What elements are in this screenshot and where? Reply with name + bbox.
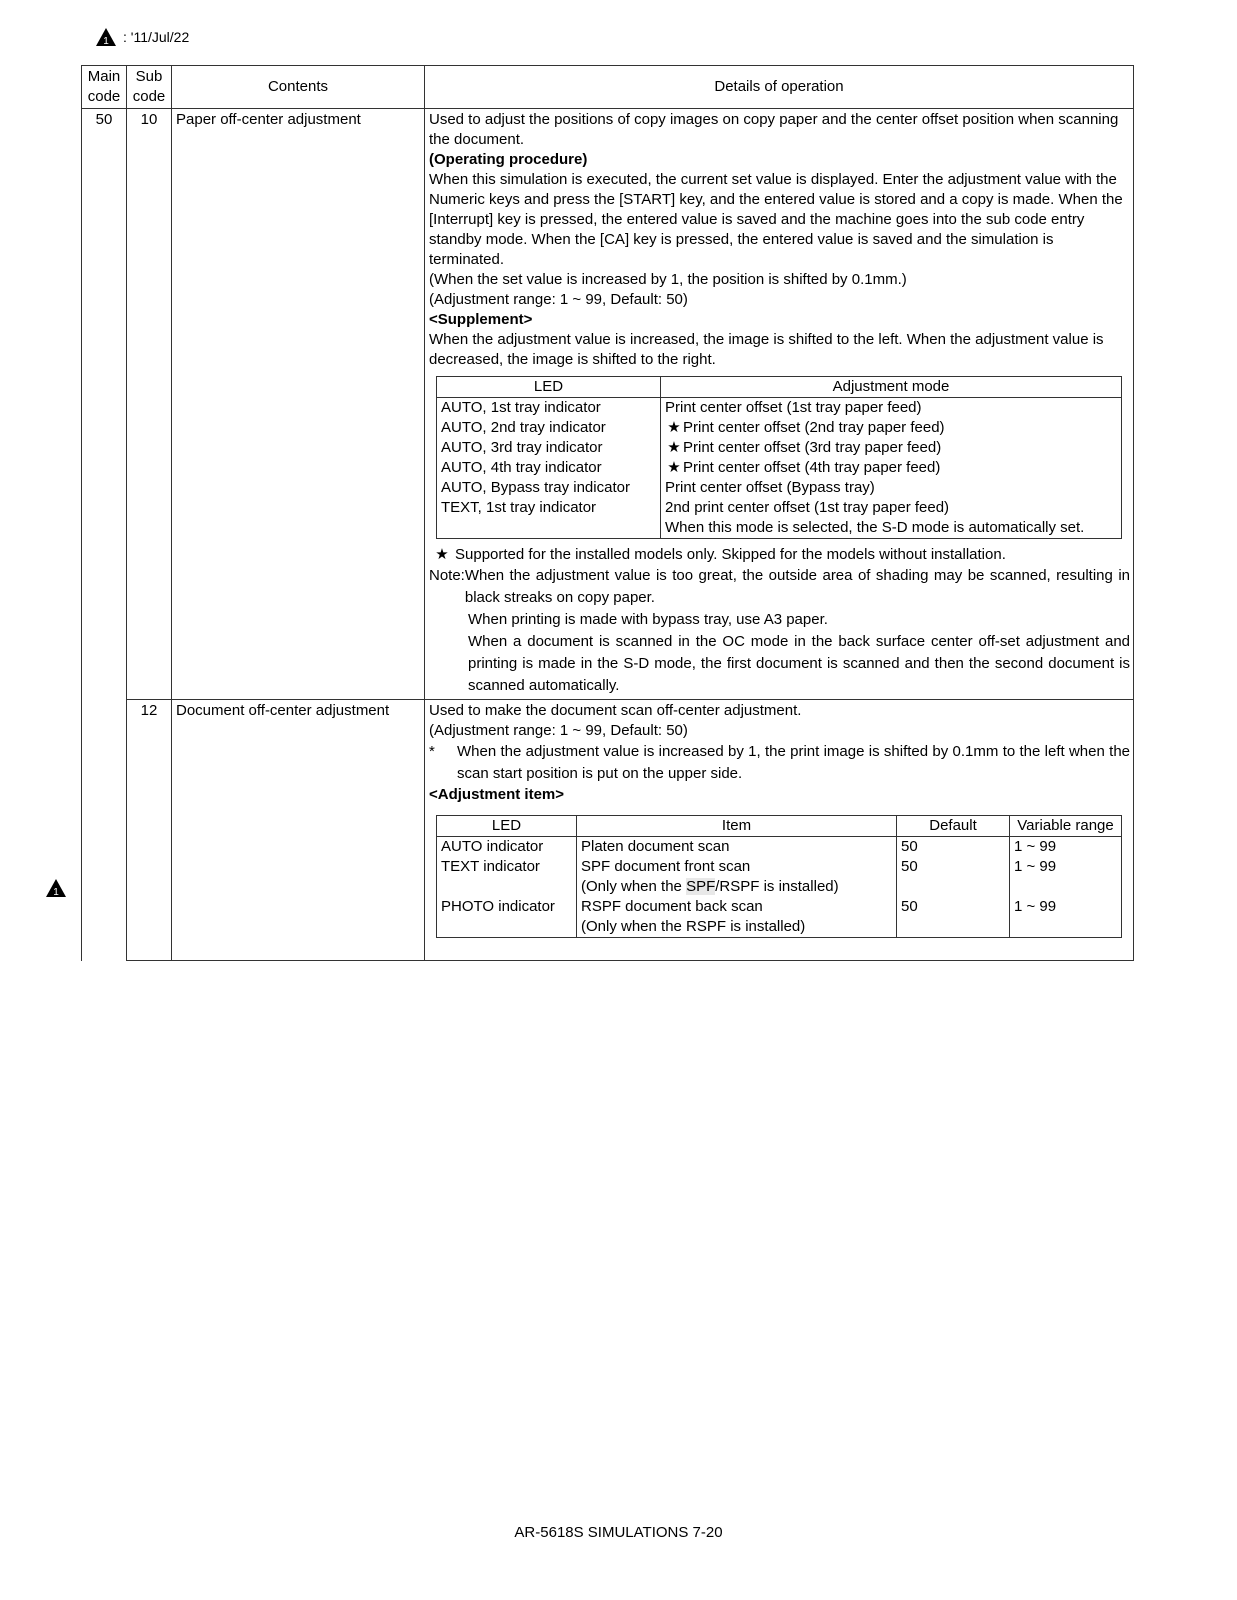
sub-code-cell (127, 109, 172, 700)
paragraph: When this simulation is executed, the current set value is displayed. Enter the adjustment value with the Numeric keys and press the [START] key, and the entered value is stored and a copy is made. When the [Interrupt] key is pressed, the entered value is saved and the machine goes into the sub code entry standby mode. When the [CA] key is pressed, the entered value is saved and the simulation is terminated. (429, 171, 1123, 268)
mode-item: When this mode is selected, the S-D mode is automatically set. (665, 519, 1085, 536)
note (429, 565, 1130, 609)
adjustment-item-heading: <Adjustment item> (429, 786, 565, 803)
led-item: AUTO, Bypass tray indicator (441, 479, 630, 496)
note-text: When the adjustment value is too great, the outside area of shading may be scanned, resulting in black streaks on copy paper. (464, 567, 1130, 606)
revision-triangle-icon (45, 878, 67, 898)
revision-date: : '11/Jul/22 (123, 29, 190, 45)
mode-item: Print center offset (3rd tray paper feed) (683, 439, 942, 456)
sub-code-cell (127, 700, 172, 961)
default-value: 50 (901, 838, 918, 855)
paragraph: Used to adjust the positions of copy images on copy paper and the center offset position when scanning the document. (429, 111, 1119, 148)
led-mode-table (436, 376, 1122, 539)
contents-cell (172, 109, 425, 700)
main-code: 50 (95, 111, 113, 128)
table-row (82, 109, 1134, 700)
led-column (437, 398, 661, 539)
range-value: 1 ~ 99 (1014, 898, 1057, 915)
led-item: AUTO, 3rd tray indicator (441, 439, 603, 456)
mode-column (661, 398, 1122, 539)
header-main-code: Main code (82, 66, 127, 109)
revision-triangle-icon (95, 27, 117, 47)
item-text: Platen document scan (581, 838, 730, 855)
star-note-text: Supported for the installed models only. Skipped for the models without installation. (455, 546, 1006, 563)
item-text: SPF document front scan (581, 858, 751, 875)
details-cell (425, 700, 1134, 961)
default-column (897, 837, 1010, 938)
highlighted-text: SPF (686, 878, 716, 895)
contents-cell (172, 700, 425, 961)
paragraph: (When the set value is increased by 1, the position is shifted by 0.1mm.) (429, 271, 907, 288)
led-header: LED (437, 816, 577, 837)
led-item: AUTO, 1st tray indicator (441, 399, 601, 416)
asterisk-note (429, 741, 1130, 785)
note-text: When a document is scanned in the OC mode in the back surface center off-set adjustment and printing is made in the S-D mode, the first document is scanned and then the second document is scanned automatically. (468, 633, 1130, 694)
svg-text:1: 1 (53, 887, 59, 898)
paragraph: Used to make the document scan off-center adjustment. (429, 702, 802, 719)
note-text: When printing is made with bypass tray, use A3 paper. (468, 611, 828, 628)
mode-item: Print center offset (1st tray paper feed) (665, 399, 922, 416)
led-item: AUTO indicator (441, 838, 544, 855)
led-item: TEXT indicator (441, 858, 540, 875)
led-item: PHOTO indicator (441, 898, 555, 915)
header-contents: Contents (172, 66, 425, 109)
range-value: 1 ~ 99 (1014, 858, 1057, 875)
sub-code: 10 (140, 111, 158, 128)
svg-text:1: 1 (103, 36, 109, 47)
asterisk-text: When the adjustment value is increased by 1, the print image is shifted by 0.1mm to the left when the scan start position is put on the upper side. (457, 743, 1130, 782)
table-row (82, 700, 1134, 961)
header-details: Details of operation (425, 66, 1134, 109)
led-item: AUTO, 4th tray indicator (441, 459, 602, 476)
item-note: (Only when the RSPF is installed) (581, 918, 806, 935)
star-footnote (429, 545, 1130, 565)
item-text: RSPF document back scan (581, 898, 763, 915)
mode-item: Print center offset (Bypass tray) (665, 479, 875, 496)
item-note: (Only when the SPF/RSPF is installed) (581, 878, 839, 895)
adjustment-mode-header: Adjustment mode (661, 377, 1122, 398)
details-cell (425, 109, 1134, 700)
mode-item: Print center offset (4th tray paper feed) (683, 459, 941, 476)
star-icon: ★ (667, 419, 681, 436)
paragraph: (Adjustment range: 1 ~ 99, Default: 50) (429, 291, 688, 308)
paragraph: When the adjustment value is increased, the image is shifted to the left. When the adjustment value is decreased, the image is shifted to the right. (429, 331, 1104, 368)
item-column (577, 837, 897, 938)
supplement-heading: <Supplement> (429, 311, 533, 328)
mode-item: 2nd print center offset (1st tray paper feed) (665, 499, 950, 516)
star-icon: ★ (435, 546, 449, 563)
led-header: LED (437, 377, 661, 398)
mode-item: Print center offset (2nd tray paper feed) (683, 419, 945, 436)
led-item: AUTO, 2nd tray indicator (441, 419, 606, 436)
default-value: 50 (901, 858, 918, 875)
simulation-table (81, 65, 1134, 961)
contents-text: Document off-center adjustment (176, 702, 390, 719)
sub-code: 12 (140, 702, 158, 719)
revision-mark (95, 27, 189, 47)
led-item: TEXT, 1st tray indicator (441, 499, 597, 516)
page-footer: AR-5618S SIMULATIONS 7-20 (514, 1524, 723, 1541)
adjustment-item-table (436, 815, 1122, 938)
range-value: 1 ~ 99 (1014, 838, 1057, 855)
item-header: Item (577, 816, 897, 837)
operating-procedure-heading: (Operating procedure) (429, 151, 588, 168)
paragraph: (Adjustment range: 1 ~ 99, Default: 50) (429, 722, 688, 739)
led-column (437, 837, 577, 938)
asterisk-mark: * (429, 743, 435, 760)
main-code-cell (82, 109, 127, 961)
star-icon: ★ (667, 459, 681, 476)
header-sub-code: Sub code (127, 66, 172, 109)
default-header: Default (897, 816, 1010, 837)
contents-text: Paper off-center adjustment (176, 111, 361, 128)
star-icon: ★ (667, 439, 681, 456)
note-label: Note: (429, 567, 465, 584)
default-value: 50 (901, 898, 918, 915)
range-column (1010, 837, 1122, 938)
range-header: Variable range (1010, 816, 1122, 837)
